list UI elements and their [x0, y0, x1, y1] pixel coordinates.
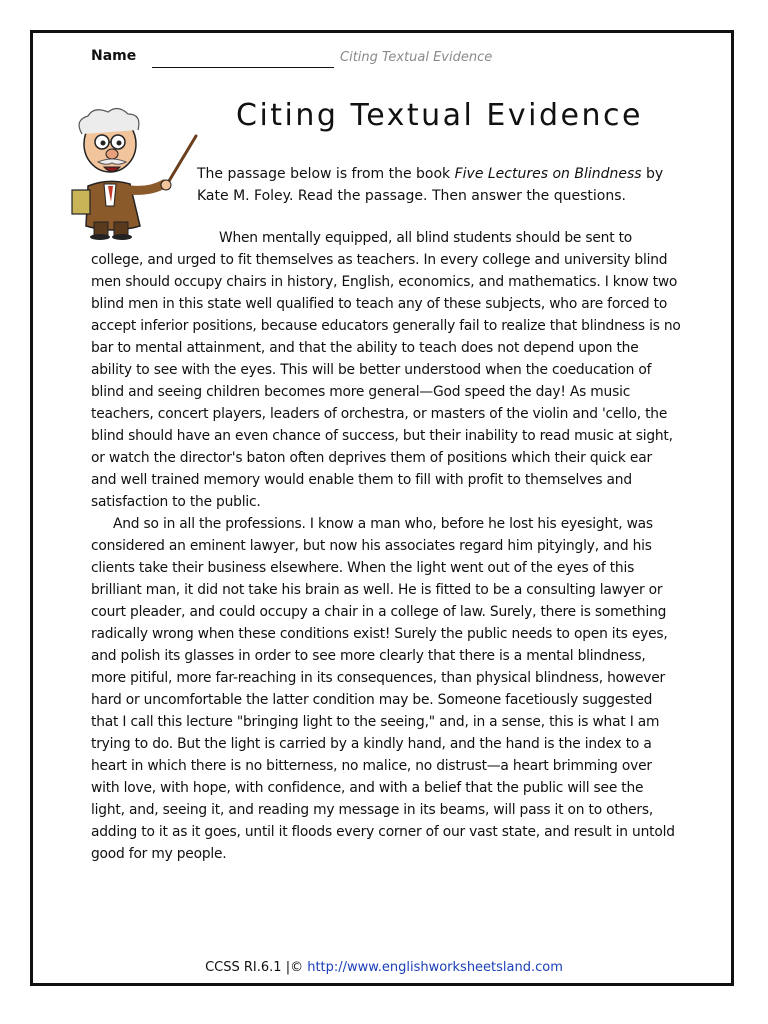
page-title: Citing Textual Evidence	[236, 98, 643, 133]
footer-link[interactable]: http://www.englishworksheetsland.com	[307, 960, 563, 975]
passage-paragraph-1: When mentally equipped, all blind students should be sent to college, and urged to fit themselves as teachers. In every college and university blind men should occupy chairs in history, English, economics, and mathematics. I know two blind men in this state well qualified to teach any of these subjects, who are forced to accept inferior positions, because educators generally fail to realize that blindness is no bar to mental attainment, and that the ability to teach does not depend upon the ability to see with the eyes. This will be better understood when the coeducation of blind and seeing children becomes more general—God speed the day! As music teachers, concert players, leaders of orchestra, or masters of the violin and 'cello, the blind should have an even chance of success, but their inability to read music at sight, or watch the director's baton often deprives them of positions which their quick ear and well trained memory would enable them to fill with profit to themselves and satisfaction to the public.	[91, 230, 681, 510]
name-label: Name	[91, 48, 137, 64]
footer	[0, 960, 768, 975]
book-title: Five Lectures on Blindness	[454, 166, 642, 182]
teacher-with-pointer-icon	[58, 100, 198, 240]
header-subtitle: Citing Textual Evidence	[340, 50, 493, 65]
instructions	[197, 163, 677, 207]
footer-standard: CCSS RI.6.1 |©	[205, 960, 308, 975]
name-field-line[interactable]	[152, 67, 334, 68]
reading-passage	[91, 227, 681, 865]
passage-paragraph-2: And so in all the professions. I know a man who, before he lost his eyesight, was considered an eminent lawyer, but now his associates regard him pityingly, and his clients take their business elsewhere. When the light went out of the eyes of this brilliant man, it did not take his brain as well. He is fitted to be a consulting lawyer or court pleader, and could occupy a chair in a college of law. Surely, there is something radically wrong when these conditions exist! Surely the public needs to open its eyes, and polish its glasses in order to see more clearly that there is a mental blindness, more pitiful, more far-reaching in its consequences, than physical blindness, however hard or uncomfortable the latter condition may be. Someone facetiously suggested that I call this lecture "bringing light to the seeing," and, in a sense, this is what I am trying to do. But the light is carried by a kindly hand, and the hand is the index to a heart in which there is no bitterness, no malice, no distrust—a heart brimming over with love, with hope, with confidence, and with a belief that the public will see the light, and, seeing it, and reading my message in its beams, will pass it on to others, adding to it as it goes, until it floods every corner of our vast state, and result in untold good for my people.	[91, 516, 675, 862]
instructions-text-after: by Kate M. Foley. Read the passage. Then answer the questions.	[197, 166, 664, 204]
instructions-text-before: The passage below is from the book	[197, 166, 455, 182]
